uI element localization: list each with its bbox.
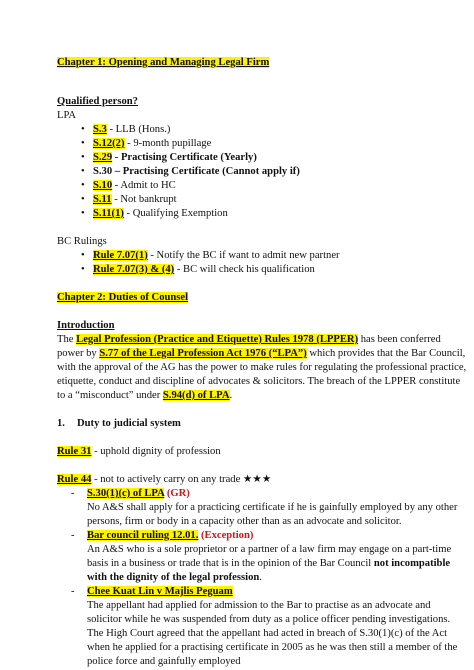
list-item <box>93 249 434 263</box>
text: which provides that the Bar Council, <box>306 348 466 359</box>
section-ref: S.12(2) <box>93 138 125 149</box>
case-ref: Chee Kuat Lin v Majlis Peguam <box>87 586 233 597</box>
rule-44-text: - not to actively carry on any trade ★★★ <box>91 474 272 485</box>
text: power by <box>57 348 100 359</box>
list-item <box>93 165 434 179</box>
section-ref: S.29 <box>93 152 113 163</box>
item-text: - Qualifying Exemption <box>123 208 228 219</box>
item-text: – Practising Certificate (Cannot apply if) <box>112 166 300 177</box>
rule-ref: Rule 7.07(1) <box>93 250 148 261</box>
item-text: - LLB (Hons.) <box>106 124 171 135</box>
bar-council-ruling-ref: Bar council ruling 12.01. <box>87 530 199 541</box>
item-text: - Not bankrupt <box>111 194 177 205</box>
text: police force and gainfully employed <box>87 656 241 667</box>
lpper-ref: Legal Profession (Practice and Etiquette) Rules 1978 (LPPER) <box>76 334 359 345</box>
list-item <box>93 137 434 151</box>
list-item <box>93 193 434 207</box>
bold-text: with the dignity of the legal profession <box>87 572 260 583</box>
dash-marker: - <box>71 530 75 541</box>
list-item <box>93 123 434 137</box>
text: The High Court agreed that the appellant had acted in breach of S.30(1)(c) of the Act <box>87 628 448 639</box>
s30-ref: S.30(1)(c) of LPA <box>87 488 165 499</box>
s94-ref: S.94(d) of LPA <box>162 390 230 401</box>
text: etiquette, conduct and discipline of advocates & solicitors. The breach of the LPPER constitute <box>57 376 461 387</box>
rule-44-point-a-text <box>57 501 458 529</box>
text: . <box>229 390 233 401</box>
text: The <box>57 334 77 345</box>
item-text: - 9-month pupillage <box>124 138 212 149</box>
rule-31-text: - uphold dignity of profession <box>91 446 221 457</box>
rule-44 <box>57 473 434 487</box>
rule-44-point-b-text <box>57 543 452 585</box>
chapter-1-heading <box>57 56 434 70</box>
list-item <box>93 151 434 165</box>
section-ref: S.11 <box>93 194 112 205</box>
bold-text: not incompatible <box>373 558 451 569</box>
text: to a “misconduct” under <box>57 390 163 401</box>
section-ref: S.3 <box>93 124 107 135</box>
bc-rulings-heading: BC Rulings <box>57 236 107 247</box>
qualified-heading-text: Qualified person? <box>57 96 138 107</box>
text: An A&S who is a sole proprietor or a partner of a law firm may engage on a part-time <box>87 544 452 555</box>
rule-44-point-c <box>57 585 434 599</box>
duty-heading <box>57 417 434 431</box>
gr-tag: (GR) <box>164 488 190 499</box>
list-item <box>93 207 434 221</box>
item-text: - BC will check his qualification <box>174 264 315 275</box>
section-ref: S.11(1) <box>93 208 124 219</box>
text: persons, firm or body in a capacity other than as an advocate and solicitor. <box>87 516 402 527</box>
list-item <box>93 263 434 277</box>
rule-31 <box>57 445 434 459</box>
rule-44-point-c-text <box>57 599 458 669</box>
text: No A&S shall apply for a practicing certificate if he is gainfully employed by any other <box>87 502 458 513</box>
duty-title: Duty to judicial system <box>77 418 181 429</box>
bc-rulings-list <box>57 249 434 277</box>
text: basis in a business or trade that is in the opinion of the Bar Council <box>87 558 374 569</box>
lpa-ref: S.77 of the Legal Profession Act 1976 (“LPA”) <box>99 348 307 359</box>
qualified-heading <box>57 95 434 109</box>
item-text: - Admit to HC <box>112 180 176 191</box>
chapter-2-heading <box>57 291 434 305</box>
introduction-paragraph <box>57 333 467 403</box>
text: with the approval of the AG has the power to make rules for regulating the professional practice, <box>57 362 467 373</box>
section-ref: S.30 <box>93 166 113 177</box>
text: . <box>259 572 262 583</box>
text: The appellant had applied for admission to the Bar to practise as an advocate and <box>87 600 431 611</box>
text: has been conferred <box>358 334 441 345</box>
chapter-1-title: Chapter 1: Opening and Managing Legal Firm <box>57 57 270 68</box>
section-ref: S.10 <box>93 180 113 191</box>
rule-44-ref: Rule 44 <box>57 474 92 485</box>
exception-tag: (Exception) <box>198 530 254 541</box>
chapter-2-title: Chapter 2: Duties of Counsel <box>57 292 189 303</box>
rule-31-ref: Rule 31 <box>57 446 92 457</box>
introduction-heading <box>57 319 434 333</box>
item-text: - Practising Certificate (Yearly) <box>112 152 257 163</box>
rule-44-point-b <box>57 529 434 543</box>
text: solicitor while he was suspended from duty as a police officer pending investigations. <box>87 614 451 625</box>
introduction-heading-text: Introduction <box>57 320 115 331</box>
rule-44-point-a <box>57 487 434 501</box>
rule-ref: Rule 7.07(3) & (4) <box>93 264 175 275</box>
dash-marker: - <box>71 488 75 499</box>
duty-number: 1. <box>57 418 65 429</box>
list-item <box>93 179 434 193</box>
dash-marker: - <box>71 586 75 597</box>
lpa-list <box>57 123 434 221</box>
text: when he applied for a practising certificate in 2005 as he was then still a member of the <box>87 642 458 653</box>
lpa-label: LPA <box>57 110 77 121</box>
item-text: - Notify the BC if want to admit new partner <box>147 250 340 261</box>
